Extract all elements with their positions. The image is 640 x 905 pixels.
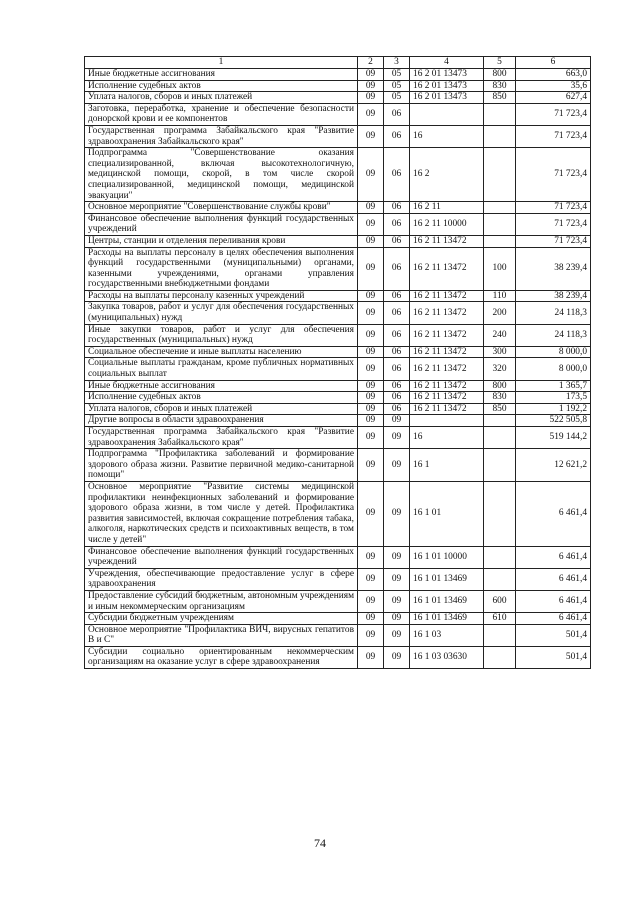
amount-cell: 173,5	[516, 392, 591, 404]
amount-cell: 38 239,4	[516, 247, 591, 290]
target-article-cell: 16 2 11	[410, 202, 484, 214]
row-name-cell: Закупка товаров, работ и услуг для обеспечения государственных (муниципальных) нужд	[85, 302, 358, 324]
row-name-cell: Финансовое обеспечение выполнения функций государственных учреждений	[85, 213, 358, 235]
expense-type-cell	[484, 646, 516, 668]
budget-table	[84, 56, 591, 669]
target-article-cell: 16 1 03 03630	[410, 646, 484, 668]
subsection-code-cell: 06	[384, 247, 410, 290]
subsection-code-cell: 05	[384, 92, 410, 104]
subsection-code-cell: 06	[384, 392, 410, 404]
table-row	[85, 235, 591, 247]
target-article-cell: 16 2 11 13472	[410, 346, 484, 358]
subsection-code-cell: 06	[384, 235, 410, 247]
row-name-cell: Государственная программа Забайкальского края "Развитие здравоохранения Забайкальского края"	[85, 125, 358, 147]
amount-cell: 1 365,7	[516, 380, 591, 392]
table-row	[85, 449, 591, 482]
subsection-code-cell: 09	[384, 449, 410, 482]
target-article-cell: 16 1	[410, 449, 484, 482]
subsection-code-cell: 09	[384, 646, 410, 668]
expense-type-cell	[484, 449, 516, 482]
target-article-cell: 16 1 01 10000	[410, 546, 484, 568]
table-row	[85, 92, 591, 104]
amount-cell: 24 118,3	[516, 324, 591, 346]
column-header: 5	[484, 57, 516, 69]
row-name-cell: Расходы на выплаты персоналу в целях обеспечения выполнения функций государственными (муниципальными) органами, казенными учреждениями, органами управления государственными внебюджетными фондами	[85, 247, 358, 290]
subsection-code-cell: 06	[384, 324, 410, 346]
subsection-code-cell: 06	[384, 103, 410, 125]
amount-cell: 38 239,4	[516, 290, 591, 302]
row-name-cell: Основное мероприятие "Совершенствование службы крови"	[85, 202, 358, 214]
section-code-cell: 09	[358, 290, 384, 302]
section-code-cell: 09	[358, 546, 384, 568]
row-name-cell: Социальное обеспечение и иные выплаты населению	[85, 346, 358, 358]
column-header: 6	[516, 57, 591, 69]
subsection-code-cell: 06	[384, 202, 410, 214]
target-article-cell: 16 2 01 13473	[410, 69, 484, 81]
section-code-cell: 09	[358, 358, 384, 380]
expense-type-cell: 100	[484, 247, 516, 290]
target-article-cell: 16	[410, 427, 484, 449]
subsection-code-cell: 09	[384, 613, 410, 625]
expense-type-cell	[484, 103, 516, 125]
target-article-cell: 16 2 11 10000	[410, 213, 484, 235]
expense-type-cell	[484, 213, 516, 235]
subsection-code-cell: 09	[384, 481, 410, 546]
expense-type-cell: 300	[484, 346, 516, 358]
target-article-cell: 16 2 11 13472	[410, 247, 484, 290]
amount-cell: 501,4	[516, 646, 591, 668]
expense-type-cell	[484, 148, 516, 202]
table-row	[85, 213, 591, 235]
section-code-cell: 09	[358, 392, 384, 404]
table-row	[85, 202, 591, 214]
table-row	[85, 148, 591, 202]
amount-cell: 8 000,0	[516, 346, 591, 358]
expense-type-cell: 240	[484, 324, 516, 346]
row-name-cell: Учреждения, обеспечивающие предоставление услуг в сфере здравоохранения	[85, 568, 358, 590]
row-name-cell: Центры, станции и отделения переливания крови	[85, 235, 358, 247]
subsection-code-cell: 09	[384, 546, 410, 568]
column-header: 4	[410, 57, 484, 69]
section-code-cell: 09	[358, 202, 384, 214]
target-article-cell: 16 1 01	[410, 481, 484, 546]
target-article-cell: 16 2 11 13472	[410, 235, 484, 247]
target-article-cell: 16 2 01 13473	[410, 92, 484, 104]
amount-cell: 6 461,4	[516, 568, 591, 590]
subsection-code-cell: 09	[384, 590, 410, 612]
subsection-code-cell: 05	[384, 80, 410, 92]
amount-cell: 6 461,4	[516, 590, 591, 612]
table-row	[85, 427, 591, 449]
amount-cell: 6 461,4	[516, 546, 591, 568]
expense-type-cell: 110	[484, 290, 516, 302]
section-code-cell: 09	[358, 235, 384, 247]
table-row	[85, 568, 591, 590]
target-article-cell: 16 1 01 13469	[410, 568, 484, 590]
section-code-cell: 09	[358, 481, 384, 546]
expense-type-cell	[484, 546, 516, 568]
subsection-code-cell: 06	[384, 346, 410, 358]
row-name-cell: Иные бюджетные ассигнования	[85, 380, 358, 392]
expense-type-cell	[484, 481, 516, 546]
column-header: 2	[358, 57, 384, 69]
amount-cell: 71 723,4	[516, 103, 591, 125]
row-name-cell: Другие вопросы в области здравоохранения	[85, 415, 358, 427]
target-article-cell: 16 2 11 13472	[410, 380, 484, 392]
column-header: 1	[85, 57, 358, 69]
budget-table-sheet	[84, 56, 590, 669]
section-code-cell: 09	[358, 324, 384, 346]
target-article-cell: 16 2 11 13472	[410, 403, 484, 415]
table-row	[85, 103, 591, 125]
amount-cell: 8 000,0	[516, 358, 591, 380]
section-code-cell: 09	[358, 103, 384, 125]
expense-type-cell: 830	[484, 392, 516, 404]
row-name-cell: Иные закупки товаров, работ и услуг для обеспечения государственных (муниципальных) нужд	[85, 324, 358, 346]
row-name-cell: Финансовое обеспечение выполнения функций государственных учреждений	[85, 546, 358, 568]
expense-type-cell: 200	[484, 302, 516, 324]
section-code-cell: 09	[358, 403, 384, 415]
section-code-cell: 09	[358, 613, 384, 625]
amount-cell: 6 461,4	[516, 613, 591, 625]
table-row	[85, 69, 591, 81]
subsection-code-cell: 09	[384, 624, 410, 646]
table-row	[85, 380, 591, 392]
amount-cell: 35,6	[516, 80, 591, 92]
amount-cell: 12 621,2	[516, 449, 591, 482]
target-article-cell: 16 1 01 13469	[410, 613, 484, 625]
target-article-cell: 16 2 01 13473	[410, 80, 484, 92]
expense-type-cell	[484, 235, 516, 247]
expense-type-cell	[484, 202, 516, 214]
subsection-code-cell: 06	[384, 380, 410, 392]
target-article-cell: 16	[410, 125, 484, 147]
target-article-cell	[410, 103, 484, 125]
amount-cell: 1 192,2	[516, 403, 591, 415]
expense-type-cell	[484, 125, 516, 147]
row-name-cell: Подпрограмма "Профилактика заболеваний и формирование здорового образа жизни. Развитие первичной медико-санитарной помощи"	[85, 449, 358, 482]
expense-type-cell: 850	[484, 92, 516, 104]
section-code-cell: 09	[358, 449, 384, 482]
subsection-code-cell: 06	[384, 213, 410, 235]
expense-type-cell: 850	[484, 403, 516, 415]
section-code-cell: 09	[358, 590, 384, 612]
expense-type-cell: 800	[484, 380, 516, 392]
table-row	[85, 481, 591, 546]
section-code-cell: 09	[358, 346, 384, 358]
section-code-cell: 09	[358, 148, 384, 202]
target-article-cell: 16 2	[410, 148, 484, 202]
amount-cell: 501,4	[516, 624, 591, 646]
target-article-cell: 16 2 11 13472	[410, 358, 484, 380]
target-article-cell: 16 1 01 13469	[410, 590, 484, 612]
row-name-cell: Основное мероприятие "Развитие системы медицинской профилактики неинфекционных заболеваний и формирование здорового образа жизни, в том числе у детей. Профилактика развития зависимостей, включая сокращение потребления табака, алкоголя, наркотических средств и психоактивных веществ, в том числе у детей"	[85, 481, 358, 546]
table-row	[85, 613, 591, 625]
section-code-cell: 09	[358, 624, 384, 646]
section-code-cell: 09	[358, 80, 384, 92]
section-code-cell: 09	[358, 247, 384, 290]
section-code-cell: 09	[358, 646, 384, 668]
amount-cell: 663,0	[516, 69, 591, 81]
table-row	[85, 80, 591, 92]
amount-cell: 71 723,4	[516, 235, 591, 247]
expense-type-cell: 800	[484, 69, 516, 81]
target-article-cell: 16 2 11 13472	[410, 324, 484, 346]
table-row	[85, 247, 591, 290]
row-name-cell: Предоставление субсидий бюджетным, автономным учреждениям и иным некоммерческим организациям	[85, 590, 358, 612]
table-row	[85, 392, 591, 404]
expense-type-cell: 600	[484, 590, 516, 612]
subsection-code-cell: 06	[384, 148, 410, 202]
target-article-cell: 16 2 11 13472	[410, 290, 484, 302]
target-article-cell: 16 2 11 13472	[410, 392, 484, 404]
expense-type-cell	[484, 427, 516, 449]
section-code-cell: 09	[358, 69, 384, 81]
amount-cell: 519 144,2	[516, 427, 591, 449]
table-row	[85, 415, 591, 427]
subsection-code-cell: 05	[384, 69, 410, 81]
row-name-cell: Заготовка, переработка, хранение и обеспечение безопасности донорской крови и ее компонентов	[85, 103, 358, 125]
row-name-cell: Уплата налогов, сборов и иных платежей	[85, 92, 358, 104]
expense-type-cell: 610	[484, 613, 516, 625]
row-name-cell: Субсидии бюджетным учреждениям	[85, 613, 358, 625]
section-code-cell: 09	[358, 125, 384, 147]
table-row	[85, 403, 591, 415]
row-name-cell: Социальные выплаты гражданам, кроме публичных нормативных социальных выплат	[85, 358, 358, 380]
amount-cell: 71 723,4	[516, 125, 591, 147]
section-code-cell: 09	[358, 302, 384, 324]
table-row	[85, 546, 591, 568]
table-row	[85, 324, 591, 346]
target-article-cell: 16 2 11 13472	[410, 302, 484, 324]
section-code-cell: 09	[358, 92, 384, 104]
section-code-cell: 09	[358, 380, 384, 392]
amount-cell: 24 118,3	[516, 302, 591, 324]
table-row	[85, 590, 591, 612]
amount-cell: 6 461,4	[516, 481, 591, 546]
row-name-cell: Субсидии социально ориентированным некоммерческим организациям на оказание услуг в сфере здравоохранения	[85, 646, 358, 668]
subsection-code-cell: 09	[384, 415, 410, 427]
table-row	[85, 358, 591, 380]
amount-cell: 71 723,4	[516, 202, 591, 214]
row-name-cell: Исполнение судебных актов	[85, 392, 358, 404]
row-name-cell: Государственная программа Забайкальского края "Развитие здравоохранения Забайкальского края"	[85, 427, 358, 449]
table-row	[85, 346, 591, 358]
subsection-code-cell: 06	[384, 403, 410, 415]
table-row	[85, 125, 591, 147]
subsection-code-cell: 06	[384, 302, 410, 324]
row-name-cell: Уплата налогов, сборов и иных платежей	[85, 403, 358, 415]
target-article-cell: 16 1 03	[410, 624, 484, 646]
row-name-cell: Иные бюджетные ассигнования	[85, 69, 358, 81]
expense-type-cell	[484, 624, 516, 646]
row-name-cell: Основное мероприятие "Профилактика ВИЧ, вирусных гепатитов В и С"	[85, 624, 358, 646]
table-row	[85, 302, 591, 324]
target-article-cell	[410, 415, 484, 427]
subsection-code-cell: 09	[384, 568, 410, 590]
amount-cell: 627,4	[516, 92, 591, 104]
subsection-code-cell: 09	[384, 427, 410, 449]
amount-cell: 71 723,4	[516, 213, 591, 235]
table-row	[85, 624, 591, 646]
section-code-cell: 09	[358, 213, 384, 235]
subsection-code-cell: 06	[384, 125, 410, 147]
section-code-cell: 09	[358, 415, 384, 427]
section-code-cell: 09	[358, 568, 384, 590]
row-name-cell: Расходы на выплаты персоналу казенных учреждений	[85, 290, 358, 302]
expense-type-cell	[484, 415, 516, 427]
page-number: 74	[314, 836, 326, 850]
amount-cell: 71 723,4	[516, 148, 591, 202]
amount-cell: 522 505,8	[516, 415, 591, 427]
column-header: 3	[384, 57, 410, 69]
expense-type-cell: 830	[484, 80, 516, 92]
row-name-cell: Подпрограмма "Совершенствование оказания специализированной, включая высокотехнологичную, медицинской помощи, скорой, в том числе скорой специализированной, медицинской помощи, медицинской эвакуации"	[85, 148, 358, 202]
expense-type-cell	[484, 568, 516, 590]
subsection-code-cell: 06	[384, 358, 410, 380]
expense-type-cell: 320	[484, 358, 516, 380]
subsection-code-cell: 06	[384, 290, 410, 302]
section-code-cell: 09	[358, 427, 384, 449]
row-name-cell: Исполнение судебных актов	[85, 80, 358, 92]
table-header-row	[85, 57, 591, 69]
table-row	[85, 290, 591, 302]
table-row	[85, 646, 591, 668]
